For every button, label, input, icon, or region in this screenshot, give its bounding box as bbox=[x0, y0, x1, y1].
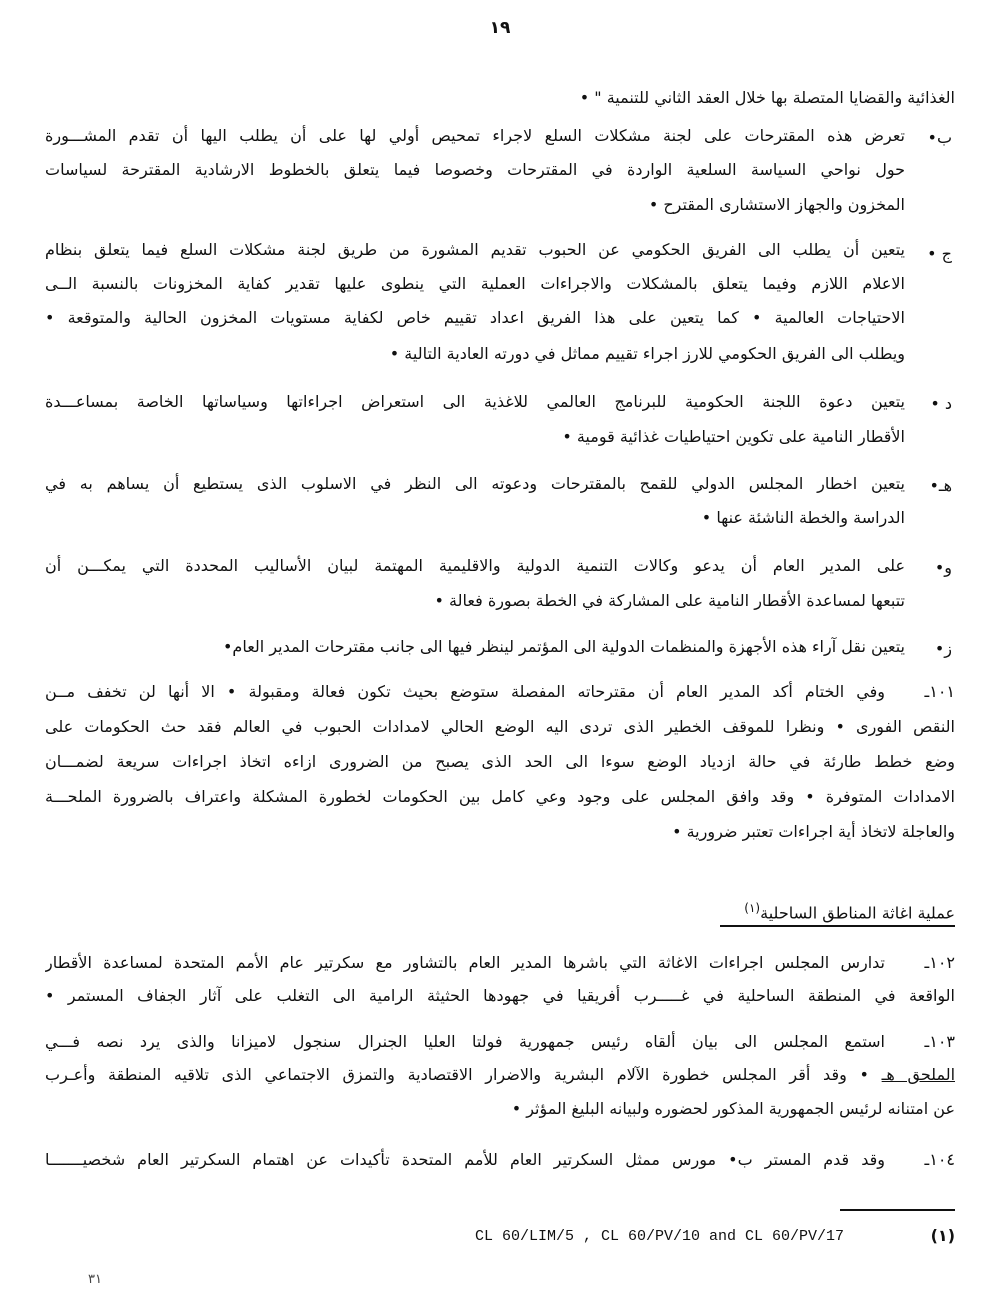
item-line: تتبعها لمساعدة الأقطار النامية على المشاركة في الخطة بصورة فعالة • bbox=[434, 591, 905, 610]
bottom-page-number: ٣١ bbox=[88, 1272, 102, 1287]
paragraph-line: استمع المجلس الى بيان ألقاه رئيس جمهورية فولتا العليا الجنرال سنجول لاميزانا والذى يرد نصه فـــي bbox=[45, 1032, 885, 1051]
item-line: الأقطار النامية على تكوين احتياطيات غذائية قومية • bbox=[562, 427, 905, 446]
item-label: ز• bbox=[934, 639, 952, 658]
footnote-text: CL 60/LIM/5 , CL 60/PV/10 and CL 60/PV/17 bbox=[475, 1228, 845, 1245]
heading-text: عملية اغاثة المناطق الساحلية bbox=[760, 903, 955, 923]
paragraph-line: عن امتنانه لرئيس الجمهورية المذكور لحضوره ولبيانه البليغ المؤثر • bbox=[511, 1099, 955, 1118]
heading-underline bbox=[720, 925, 955, 927]
item-line: يتعين أن يطلب الى الفريق الحكومي عن الحبوب تقديم المشورة من طريق لجنة مشكلات السلع فيما يتعلق بنظام bbox=[45, 240, 905, 259]
paragraph-line: وقد قدم المستر ب• مورس ممثل السكرتير العام للأمم المتحدة تأكيدات عن اهتمام السكرتير العام شخصيـــــــا bbox=[45, 1150, 885, 1169]
paragraph-number: ١٠٢ـ bbox=[924, 953, 955, 972]
item-label: هـ• bbox=[929, 476, 952, 495]
item-line: يتعين نقل آراء هذه الأجهزة والمنظمات الدولية الى المؤتمر لينظر فيها الى جانب مقترحات المدير العام• bbox=[222, 637, 905, 656]
paragraph-line: والعاجلة لاتخاذ أية اجراءات تعتبر ضرورية • bbox=[672, 822, 955, 841]
item-line: ويطلب الى الفريق الحكومي للارز اجراء تقييم مماثل في دورته العادية التالية • bbox=[389, 344, 905, 363]
paragraph-number: ١٠٤ـ bbox=[924, 1150, 955, 1169]
item-label: و• bbox=[934, 558, 952, 577]
item-line: على المدير العام أن يدعو وكالات التنمية الدولية والاقليمية المهتمة لبيان الأساليب المحددة التي يمكـــن أن bbox=[45, 556, 905, 575]
item-line: حول نواحي السياسة السلعية الواردة في المقترحات وخصوصا فيما يتعلق بالخطوط الارشادية المقترحة لسياسات bbox=[45, 160, 905, 179]
item-line: يتعين دعوة اللجنة الحكومية للبرنامج العالمي للاغذية الى استعراض اجراءاتها وسياساتها الخاصة بمساعـــدة bbox=[45, 392, 905, 411]
paragraph-line: الواقعة في المنطقة الساحلية في غـــــرب أفريقيا في جهودها الحثيثة الرامية الى التغلب على آثار الجفاف المستمر • bbox=[45, 986, 955, 1005]
footnote-rule bbox=[840, 1209, 955, 1211]
line-text: • وقد أقر المجلس خطورة الآلام البشرية والاضرار الاقتصادية والتمزق الاجتماعي الذى تلاقيه المنطقة وأعـرب bbox=[45, 1065, 869, 1084]
paragraph-number: ١٠٣ـ bbox=[924, 1032, 955, 1051]
page-number: ١٩ bbox=[489, 18, 511, 38]
item-label: ب• bbox=[927, 128, 952, 147]
item-line: الدراسة والخطة الناشئة عنها • bbox=[701, 508, 905, 527]
paragraph-line: تدارس المجلس اجراءات الاغاثة التي باشرها المدير العام بالتشاور مع سكرتير عام الأمم المتحدة لمساعدة الأقطار bbox=[45, 953, 885, 972]
paragraph-line: وفي الختام أكد المدير العام أن مقترحاته المفصلة ستوضع بحيث تكون فعالة ومقبولة • الا أنها لن تخفف مــن bbox=[45, 682, 885, 701]
item-line: الاحتياجات العالمية • كما يتعين على هذا الفريق اعداد تقييم خاص لكفاية مستويات المخزون الحالية والمتوقعة • bbox=[45, 308, 905, 327]
paragraph-number: ١٠١ـ bbox=[924, 682, 955, 701]
paragraph-line: الامدادات المتوفرة • وقد وافق المجلس على وجود وعي كامل بين الحكومات لخطورة المشكلة واعتراف بالضرورة الملحـــة bbox=[45, 787, 955, 806]
intro-line: الغذائية والقضايا المتصلة بها خلال العقد الثاني للتنمية " • bbox=[579, 88, 955, 107]
item-line: المخزون والجهاز الاستشارى المقترح • bbox=[648, 195, 905, 214]
item-label: ج • bbox=[927, 244, 952, 263]
paragraph-line bbox=[45, 1063, 955, 1087]
section-heading bbox=[744, 896, 955, 925]
footnote-mark: (١) bbox=[930, 1226, 955, 1245]
paragraph-line: وضع خطط طارئة في حالة ازدياد الوضع سوءا الى الحد الذى يصبح من الضرورى ازاءه اتخاذ اجراءات سريعة لضمـــان bbox=[45, 752, 955, 771]
paragraph-line: النقص الفورى • ونظرا للموقف الخطير الذى تردى اليه الوضع الحالي لامدادات الحبوب في العالم فقد حث الحكومات على bbox=[45, 717, 955, 736]
item-line: تعرض هذه المقترحات على لجنة مشكلات السلع لاجراء تمحيص أولي لها على أن يطلب اليها أن تقدم المشـــورة bbox=[45, 126, 905, 145]
item-label: د • bbox=[930, 394, 952, 413]
footnote-ref: (١) bbox=[744, 901, 761, 915]
annex-reference: الملحق هـ bbox=[881, 1065, 955, 1084]
item-line: الاعلام اللازم وفيما يتعلق بالمشكلات والاجراءات العملية التي ينطوى عليها تقدير كفاية المخزونات بالنسبة الــى bbox=[45, 274, 905, 293]
item-line: يتعين اخطار المجلس الدولي للقمح بالمقترحات ودعوته الى النظر في الاسلوب الذى يستطيع أن يساهم به في bbox=[45, 474, 905, 493]
